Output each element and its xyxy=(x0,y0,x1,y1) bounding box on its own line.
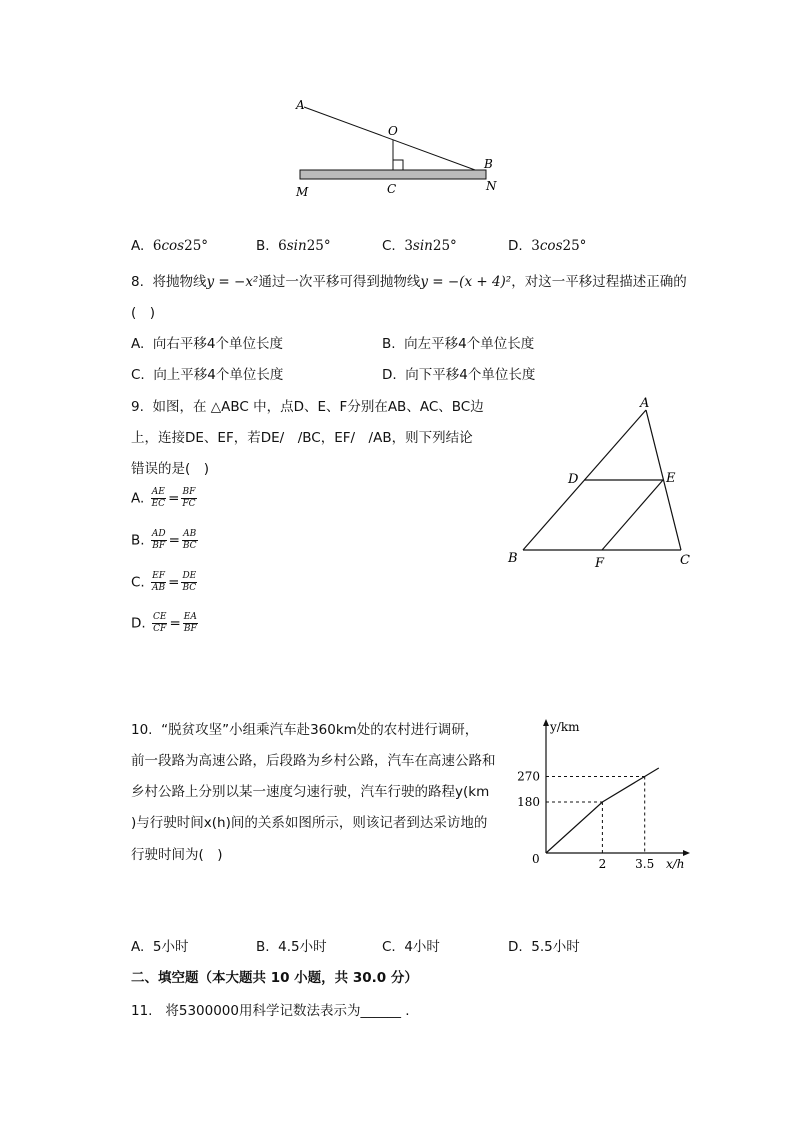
fraction: $\frac{AE}{EC}$ xyxy=(151,487,166,509)
label-O: O xyxy=(388,124,398,138)
label-A: A xyxy=(296,98,305,112)
y-tick-label-1: 270 xyxy=(517,769,540,784)
label-D: D xyxy=(568,472,579,487)
label-C: C xyxy=(680,553,690,568)
label-A: A xyxy=(640,396,650,411)
label-C: C xyxy=(387,182,397,196)
fraction: $\frac{EA}{BF}$ xyxy=(183,612,197,634)
x-axis-label: x/h xyxy=(666,857,685,871)
right-angle-mark xyxy=(393,160,403,170)
q10-stem-line1: 10. “脱贫攻坚”小组乘汽车赴360km处的农村进行调研， xyxy=(131,722,479,738)
label-M: M xyxy=(296,185,309,199)
q10-stem-line4: )与行驶时间x(h)间的关系如图所示，则该记者到达采访地的 xyxy=(131,815,488,831)
q7-option-a[interactable]: A. 6cos25° xyxy=(131,238,209,254)
line-AB xyxy=(304,107,486,174)
fraction: $\frac{DE}{BC}$ xyxy=(182,571,197,593)
segment-EF xyxy=(602,480,663,550)
q10-option-b[interactable]: B. 4.5小时 xyxy=(256,939,327,955)
q10-stem-line3: 乡村公路上分别以某一速度匀速行驶，汽车行驶的路程y(km xyxy=(131,784,490,800)
label-E: E xyxy=(666,471,676,486)
q10-distance-time-chart xyxy=(510,710,710,880)
x-tick-label-1: 2 xyxy=(598,857,607,871)
fraction: $\frac{EF}{AB}$ xyxy=(152,571,166,593)
x-tick-label-2: 3.5 xyxy=(635,857,655,871)
y-tick-label-0: 180 xyxy=(517,795,540,810)
fraction: $\frac{CE}{CF}$ xyxy=(152,612,167,634)
q8-option-a[interactable]: A. 向右平移4个单位长度 xyxy=(131,336,283,352)
q10-number: 10. xyxy=(131,722,153,738)
section-heading: 二、填空题（本大题共 10 小题，共 30.0 分） xyxy=(131,970,418,986)
q9-stem-line1: 9. 如图，在 △ABC 中，点D、E、F分别在AB、AC、BC边 xyxy=(131,399,484,415)
q7-option-c[interactable]: C. 3sin25° xyxy=(382,238,457,254)
q8-number: 8. xyxy=(131,274,144,290)
y-axis-arrow xyxy=(543,719,549,726)
q9-triangle-figure xyxy=(500,392,700,572)
q7-option-b[interactable]: B. 6sin25° xyxy=(256,238,331,254)
x-axis-arrow xyxy=(683,850,690,856)
q10-option-d[interactable]: D. 5.5小时 xyxy=(508,939,580,955)
q9-option-c[interactable]: C. $\frac{EF}{AB}$ = $\frac{DE}{BC}$ xyxy=(131,571,197,593)
q11-number: 11. xyxy=(131,1003,153,1019)
q7-figure xyxy=(280,90,520,205)
q8-option-c[interactable]: C. 向上平移4个单位长度 xyxy=(131,367,284,383)
q10-option-a[interactable]: A. 5小时 xyxy=(131,939,189,955)
q9-number: 9. xyxy=(131,399,144,415)
label-B: B xyxy=(508,551,518,566)
x-tick-label-0: 0 xyxy=(532,852,540,866)
q9-stem-line3: 错误的是( ) xyxy=(131,461,210,477)
q9-option-d[interactable]: D. $\frac{CE}{CF}$ = $\frac{EA}{BF}$ xyxy=(131,612,197,634)
q7-option-d[interactable]: D. 3cos25° xyxy=(508,238,587,254)
q8-option-b[interactable]: B. 向左平移4个单位长度 xyxy=(382,336,535,352)
chart-marks xyxy=(546,768,659,853)
q8-option-d[interactable]: D. 向下平移4个单位长度 xyxy=(382,367,536,383)
y-axis-label: y/km xyxy=(550,720,580,734)
q10-stem-line2: 前一段路为高速公路，后段路为乡村公路，汽车在高速公路和 xyxy=(131,753,496,769)
label-B: B xyxy=(484,157,493,171)
q10-option-c[interactable]: C. 4小时 xyxy=(382,939,440,955)
fraction: $\frac{AD}{BF}$ xyxy=(151,529,166,551)
q11: 11. 将5300000用科学记数法表示为______ . xyxy=(131,1003,410,1019)
label-N: N xyxy=(486,179,497,193)
fraction: $\frac{AB}{BC}$ xyxy=(182,529,197,551)
ground-MN xyxy=(300,170,486,179)
q8-stem: 8. 将抛物线y = −x²通过一次平移可得到抛物线y = −(x + 4)²，对这一平移过程描述正确的 xyxy=(131,274,687,290)
q9-stem-line2: 上，连接DE、EF，若DE/ /BC，EF/ /AB，则下列结论 xyxy=(131,430,473,446)
label-F: F xyxy=(595,556,605,571)
q9-option-b[interactable]: B. $\frac{AD}{BF}$ = $\frac{AB}{BC}$ xyxy=(131,529,197,551)
q10-stem-line5: 行驶时间为( ) xyxy=(131,847,223,863)
fraction: $\frac{BF}{FC}$ xyxy=(182,487,196,509)
q9-option-a[interactable]: A. $\frac{AE}{EC}$ = $\frac{BF}{FC}$ xyxy=(131,487,196,509)
q8-paren: ( ) xyxy=(131,305,156,321)
